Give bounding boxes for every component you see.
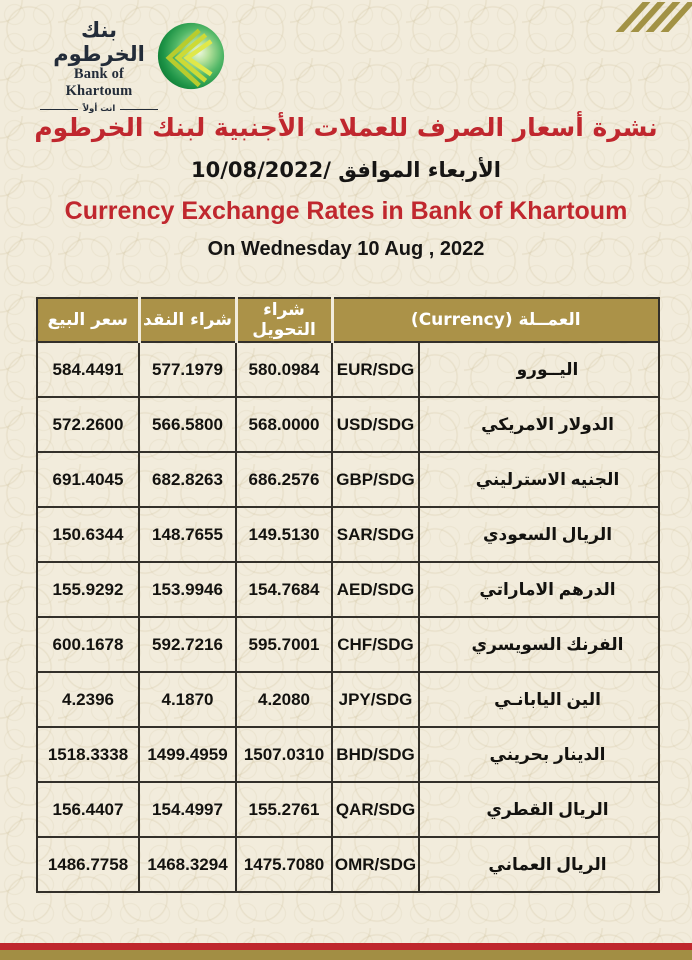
bulletin-title-english: Currency Exchange Rates in Bank of Khartoum [64, 197, 628, 225]
table-row [37, 507, 659, 562]
sell-price-cell: 1518.3338 [37, 727, 139, 782]
header-cash-buy: شراء النقد [139, 298, 236, 342]
table-row [37, 562, 659, 617]
tagline-rule-right [120, 109, 158, 110]
title-block [0, 112, 692, 262]
currency-code-cell: JPY/SDG [332, 672, 419, 727]
bank-name-english: Bank of Khartoum [65, 66, 133, 99]
transfer-buy-cell: 1507.0310 [236, 727, 332, 782]
cash-buy-cell: 682.8263 [139, 452, 236, 507]
sell-price-cell: 584.4491 [37, 342, 139, 397]
bank-arabic-calligraphy: بنك الخرطوم [53, 18, 145, 66]
currency-code-cell: SAR/SDG [332, 507, 419, 562]
exchange-rates-table [36, 297, 660, 893]
sell-price-cell: 4.2396 [37, 672, 139, 727]
sell-price-cell: 1486.7758 [37, 837, 139, 892]
tagline-rule-left [40, 109, 78, 110]
bulletin-title-arabic: نشرة أسعار الصرف للعملات الأجنبية لبنك الخرطوم [34, 113, 658, 142]
transfer-buy-cell: 155.2761 [236, 782, 332, 837]
cash-buy-cell: 1468.3294 [139, 837, 236, 892]
corner-stripes-decoration [629, 2, 682, 32]
currency-code-cell: AED/SDG [332, 562, 419, 617]
cash-buy-cell: 592.7216 [139, 617, 236, 672]
cash-buy-cell: 577.1979 [139, 342, 236, 397]
table-row [37, 727, 659, 782]
currency-name-cell: الريال القطري [419, 782, 659, 837]
currency-code-cell: QAR/SDG [332, 782, 419, 837]
header-sell-price: سعر البيع [37, 298, 139, 342]
transfer-buy-cell: 1475.7080 [236, 837, 332, 892]
table-row [37, 837, 659, 892]
table-row [37, 617, 659, 672]
transfer-buy-cell: 580.0984 [236, 342, 332, 397]
bulletin-date-arabic: الأربعاء الموافق /10/08/2022 [190, 158, 502, 182]
sell-price-cell: 691.4045 [37, 452, 139, 507]
table-header-row [37, 298, 659, 342]
currency-name-cell: الدينار بحريني [419, 727, 659, 782]
cash-buy-cell: 148.7655 [139, 507, 236, 562]
transfer-buy-cell: 154.7684 [236, 562, 332, 617]
currency-name-cell: الريال العماني [419, 837, 659, 892]
cash-buy-cell: 154.4997 [139, 782, 236, 837]
cash-buy-cell: 153.9946 [139, 562, 236, 617]
transfer-buy-cell: 149.5130 [236, 507, 332, 562]
sell-price-cell: 600.1678 [37, 617, 139, 672]
rates-table-body [37, 342, 659, 892]
currency-name-cell: الفرنك السويسري [419, 617, 659, 672]
bulletin-date-english: On Wednesday 10 Aug , 2022 [207, 238, 485, 260]
currency-name-cell: الدولار الامريكي [419, 397, 659, 452]
sell-price-cell: 150.6344 [37, 507, 139, 562]
bottom-gold-bar [0, 950, 692, 960]
bottom-red-bar [0, 943, 692, 950]
currency-name-cell: الجنيه الاسترليني [419, 452, 659, 507]
sell-price-cell: 155.9292 [37, 562, 139, 617]
bank-sphere-logo-icon [157, 22, 225, 90]
currency-code-cell: CHF/SDG [332, 617, 419, 672]
currency-code-cell: GBP/SDG [332, 452, 419, 507]
table-row [37, 782, 659, 837]
transfer-buy-cell: 686.2576 [236, 452, 332, 507]
table-row [37, 342, 659, 397]
transfer-buy-cell: 4.2080 [236, 672, 332, 727]
header-currency: العمــلة (Currency) [332, 298, 659, 342]
table-row [37, 452, 659, 507]
cash-buy-cell: 566.5800 [139, 397, 236, 452]
tagline-text: انت أولاً [82, 104, 116, 114]
currency-code-cell: OMR/SDG [332, 837, 419, 892]
currency-code-cell: USD/SDG [332, 397, 419, 452]
table-row [37, 397, 659, 452]
header-transfer-buy: شراء التحويل [236, 298, 332, 342]
cash-buy-cell: 4.1870 [139, 672, 236, 727]
currency-name-cell: الريال السعودي [419, 507, 659, 562]
table-row [37, 672, 659, 727]
transfer-buy-cell: 595.7001 [236, 617, 332, 672]
sell-price-cell: 156.4407 [37, 782, 139, 837]
currency-name-cell: الين اليابانـي [419, 672, 659, 727]
transfer-buy-cell: 568.0000 [236, 397, 332, 452]
currency-name-cell: الدرهم الاماراتي [419, 562, 659, 617]
currency-code-cell: BHD/SDG [332, 727, 419, 782]
currency-name-cell: اليــورو [419, 342, 659, 397]
sell-price-cell: 572.2600 [37, 397, 139, 452]
cash-buy-cell: 1499.4959 [139, 727, 236, 782]
bank-logo-block [40, 18, 158, 114]
currency-code-cell: EUR/SDG [332, 342, 419, 397]
